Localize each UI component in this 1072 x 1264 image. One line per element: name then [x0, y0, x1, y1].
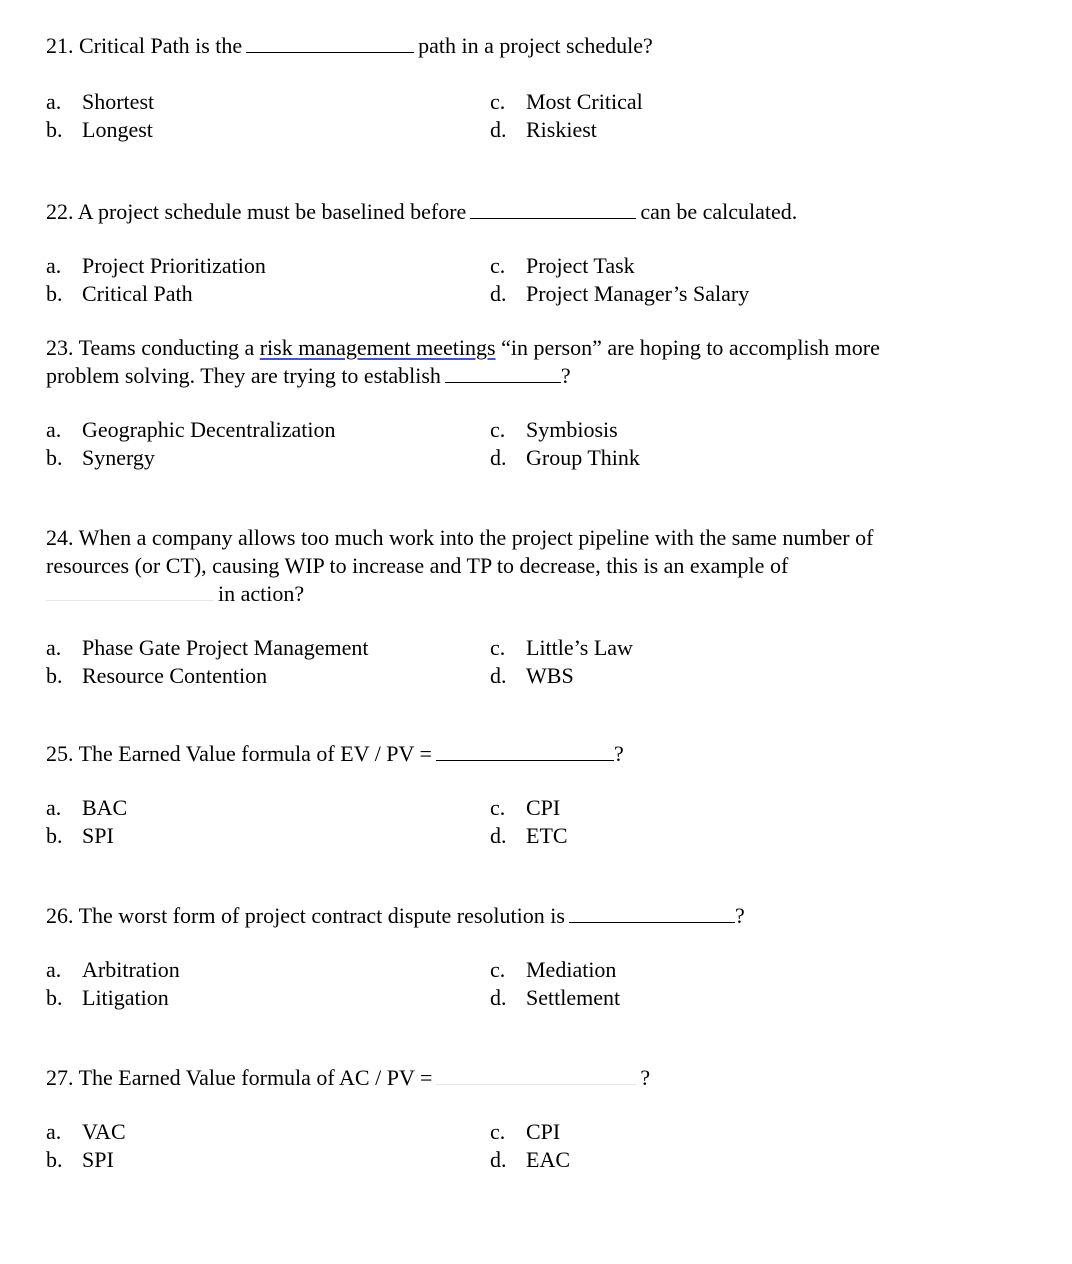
q23-line2-before: problem solving. They are trying to establish — [46, 363, 441, 388]
option-text: Little’s Law — [526, 635, 633, 660]
option-text: Group Think — [526, 445, 640, 470]
q27-option-b — [46, 1146, 114, 1174]
option-letter: a. — [46, 957, 62, 982]
q22-stem-before: 22. A project schedule must be baselined before — [46, 199, 467, 224]
question-26-stem — [46, 902, 745, 930]
option-text: Phase Gate Project Management — [82, 635, 369, 660]
q26-option-d — [490, 984, 620, 1012]
q21-option-c — [490, 88, 643, 116]
q24-option-a — [46, 634, 369, 662]
option-letter: d. — [490, 823, 507, 848]
question-24-line-1: 24. When a company allows too much work into the project pipeline with the same number of — [46, 525, 874, 550]
question-27-stem — [46, 1064, 650, 1092]
option-text: Riskiest — [526, 117, 597, 142]
q23-line2-after: ? — [560, 363, 571, 388]
q25-option-c — [490, 794, 560, 822]
q25-option-a — [46, 794, 127, 822]
q24-option-c — [490, 634, 633, 662]
option-text: Litigation — [82, 985, 169, 1010]
question-21-stem — [46, 32, 653, 60]
option-letter: d. — [490, 281, 507, 306]
option-letter: d. — [490, 663, 507, 688]
option-letter: b. — [46, 445, 63, 470]
question-24-line-2: resources (or CT), causing WIP to increase and TP to decrease, this is an example of — [46, 553, 789, 578]
q23-text-after: “in person” are hoping to accomplish more — [495, 335, 880, 360]
answer-blank — [46, 582, 214, 601]
option-letter: a. — [46, 1119, 62, 1144]
option-text: Geographic Decentralization — [82, 417, 336, 442]
q21-stem-before: 21. Critical Path is the — [46, 33, 243, 58]
answer-blank — [246, 34, 414, 53]
answer-blank — [436, 742, 614, 761]
option-letter: c. — [490, 1119, 506, 1144]
option-letter: a. — [46, 795, 62, 820]
option-text: Critical Path — [82, 281, 193, 306]
answer-blank — [436, 1066, 636, 1085]
q27-option-d — [490, 1146, 570, 1174]
question-23-line-2 — [46, 362, 571, 390]
q21-option-b — [46, 116, 153, 144]
option-letter: a. — [46, 417, 62, 442]
option-letter: c. — [490, 795, 506, 820]
option-letter: d. — [490, 1147, 507, 1172]
option-text: BAC — [82, 795, 128, 820]
option-letter: b. — [46, 281, 63, 306]
option-text: EAC — [526, 1147, 570, 1172]
option-letter: a. — [46, 635, 62, 660]
q23-option-d — [490, 444, 640, 472]
q22-stem-after: can be calculated. — [640, 199, 798, 224]
answer-blank — [445, 364, 561, 383]
q21-option-d — [490, 116, 597, 144]
option-text: Mediation — [526, 957, 617, 982]
option-text: SPI — [82, 823, 114, 848]
option-text: Settlement — [526, 985, 621, 1010]
option-letter: c. — [490, 253, 506, 278]
option-letter: c. — [490, 635, 506, 660]
q26-stem-after: ? — [734, 903, 745, 928]
option-text: CPI — [526, 795, 561, 820]
q21-option-a — [46, 88, 154, 116]
option-letter: d. — [490, 985, 507, 1010]
q22-option-d — [490, 280, 749, 308]
option-letter: a. — [46, 89, 62, 114]
q22-option-a — [46, 252, 266, 280]
option-text: CPI — [526, 1119, 561, 1144]
option-letter: a. — [46, 253, 62, 278]
q25-stem-before: 25. The Earned Value formula of EV / PV = — [46, 741, 432, 766]
option-letter: c. — [490, 89, 506, 114]
option-text: ETC — [526, 823, 568, 848]
question-23-line-1 — [46, 334, 880, 362]
q24-line3-after: in action? — [218, 581, 305, 606]
option-text: Most Critical — [526, 89, 643, 114]
option-letter: d. — [490, 445, 507, 470]
q22-option-c — [490, 252, 635, 280]
q23-option-c — [490, 416, 618, 444]
question-24-line-3 — [46, 580, 304, 608]
q23-option-a — [46, 416, 335, 444]
q26-stem-before: 26. The worst form of project contract dispute resolution is — [46, 903, 565, 928]
option-text: Project Prioritization — [82, 253, 266, 278]
option-letter: d. — [490, 117, 507, 142]
q23-option-b — [46, 444, 155, 472]
answer-blank — [470, 200, 636, 219]
q25-stem-after: ? — [613, 741, 624, 766]
option-text: SPI — [82, 1147, 114, 1172]
option-text: Shortest — [82, 89, 155, 114]
q24-option-b — [46, 662, 267, 690]
option-text: Resource Contention — [82, 663, 268, 688]
option-letter: c. — [490, 957, 506, 982]
option-letter: c. — [490, 417, 506, 442]
spellcheck-underlined-phrase: risk management meetings — [259, 335, 496, 360]
q21-stem-after: path in a project schedule? — [418, 33, 653, 58]
option-letter: b. — [46, 117, 63, 142]
question-22-stem — [46, 198, 797, 226]
option-text: Project Task — [526, 253, 635, 278]
option-letter: b. — [46, 985, 63, 1010]
option-letter: b. — [46, 1147, 63, 1172]
q27-option-c — [490, 1118, 560, 1146]
option-text: VAC — [82, 1119, 126, 1144]
option-text: Arbitration — [82, 957, 180, 982]
answer-blank — [569, 904, 735, 923]
q27-stem-after: ? — [640, 1065, 651, 1090]
q26-option-a — [46, 956, 180, 984]
option-letter: b. — [46, 663, 63, 688]
option-text: Symbiosis — [526, 417, 618, 442]
option-letter: b. — [46, 823, 63, 848]
q25-option-b — [46, 822, 114, 850]
q24-option-d — [490, 662, 574, 690]
q27-stem-before: 27. The Earned Value formula of AC / PV = — [46, 1065, 433, 1090]
question-25-stem — [46, 740, 624, 768]
q27-option-a — [46, 1118, 126, 1146]
option-text: WBS — [526, 663, 574, 688]
q26-option-b — [46, 984, 169, 1012]
q22-option-b — [46, 280, 193, 308]
option-text: Longest — [82, 117, 153, 142]
option-text: Synergy — [82, 445, 155, 470]
q26-option-c — [490, 956, 616, 984]
q25-option-d — [490, 822, 568, 850]
option-text: Project Manager’s Salary — [526, 281, 750, 306]
q23-text-before: 23. Teams conducting a — [46, 335, 260, 360]
